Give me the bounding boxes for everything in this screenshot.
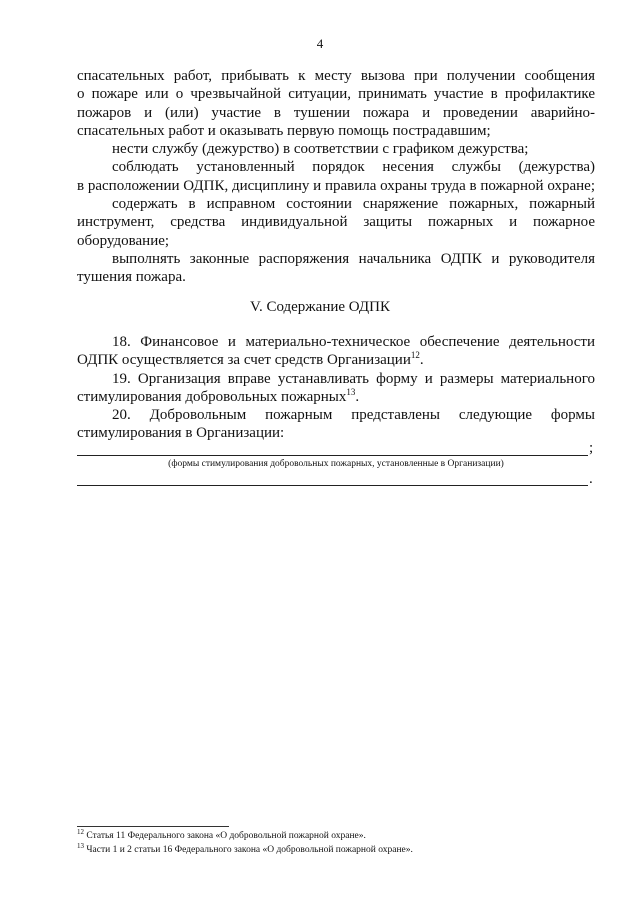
footnote-12 xyxy=(77,827,366,841)
duties-line: нести службу (дежурство) в соответствии с графиком дежурства; xyxy=(112,141,529,158)
duties-line: пожаров и (или) участие в тушении пожара и проведении аварийно- xyxy=(77,104,595,121)
footnote-text: Статья 11 Федерального закона «О добровольной пожарной охране». xyxy=(84,831,366,841)
duties-list xyxy=(77,67,595,287)
duties-line: в расположении ОДПК, дисциплину и правила охраны труда в пожарной охране; xyxy=(77,177,595,194)
footnote-text: Части 1 и 2 статьи 16 Федерального закона «О добровольной пожарной охране». xyxy=(84,845,413,855)
form-line-2-end: . xyxy=(589,471,593,487)
item-20-line: 20. Добровольным пожарным представлены следующие формы xyxy=(112,407,595,424)
footnote-ref-12[interactable]: 12 xyxy=(410,351,420,361)
duties-line: спасательных работ, прибывать к месту вызова при получении сообщения xyxy=(77,68,595,84)
form-caption: (формы стимулирования добровольных пожарных, установленные в Организации) xyxy=(168,459,504,469)
duties-line: спасательных работ и оказывать первую помощь пострадавшим; xyxy=(77,122,491,139)
duties-line: соблюдать установленный порядок несения службы (дежурства) xyxy=(112,159,595,176)
duties-line: о пожаре или о чрезвычайной ситуации, принимать участие в профилактике xyxy=(77,86,595,103)
section-title: V. Содержание ОДПК xyxy=(250,299,390,315)
duties-line: содержать в исправном состоянии снаряжение пожарных, пожарный xyxy=(112,196,595,213)
form-fill-line-1[interactable] xyxy=(77,455,588,456)
form-line-1-end: ; xyxy=(589,440,594,456)
duties-line: выполнять законные распоряжения начальника ОДПК и руководителя xyxy=(112,250,595,267)
duties-line: тушения пожара. xyxy=(77,269,186,286)
form-fill-line-2[interactable] xyxy=(77,485,588,486)
item-18-line: ОДПК осуществляется за счет средств Организации$^{12}$. xyxy=(77,351,424,369)
footnote-mark: 13 xyxy=(77,841,84,850)
item-19-line: 19. Организация вправе устанавливать форму и размеры материального xyxy=(112,370,595,387)
page-number: 4 xyxy=(316,36,324,51)
duties-line: оборудование; xyxy=(77,232,170,249)
item-20-line: стимулирования в Организации: xyxy=(77,425,285,442)
footnote-13 xyxy=(77,841,413,855)
footnote-ref-13[interactable]: 13 xyxy=(346,387,356,397)
duties-line: инструмент, средства индивидуальной защиты пожарных и пожарное xyxy=(77,214,595,231)
footnote-mark: 12 xyxy=(77,827,84,836)
item-19-line: стимулирования добровольных пожарных$^{13}$. xyxy=(77,387,360,405)
content-items xyxy=(77,333,595,443)
footnote-separator xyxy=(77,826,229,827)
item-18-line: 18. Финансовое и материально-техническое обеспечение деятельности xyxy=(112,334,595,350)
